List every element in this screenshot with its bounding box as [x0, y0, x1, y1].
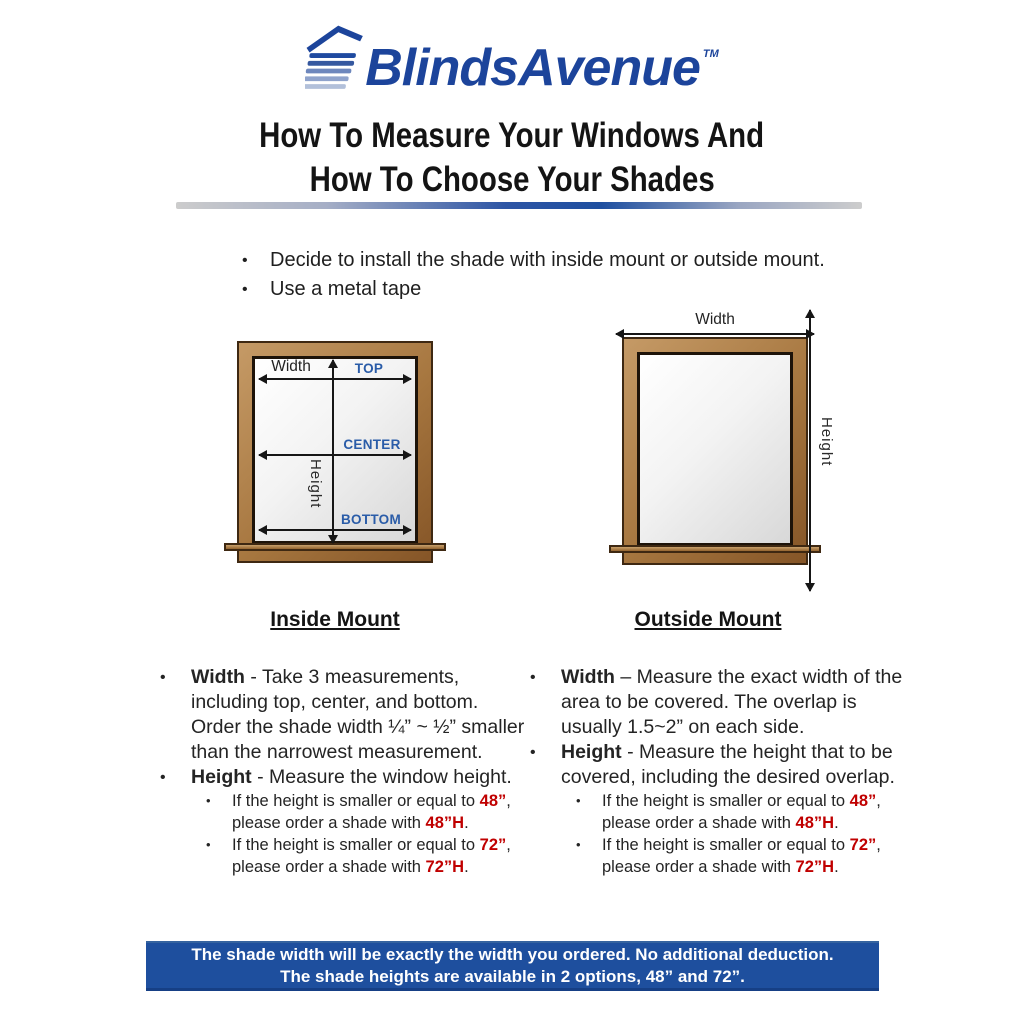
outside-mount-diagram: [622, 311, 835, 565]
page-title: [0, 114, 1024, 202]
intro-bullet-tape: • Use a metal tape: [242, 275, 825, 304]
height-rule-48: • If the height is smaller or equal to 48”, please order a shade with 48”H.: [525, 790, 913, 834]
shade-height-value: 72”H: [425, 858, 465, 876]
footer-line-1: The shade width will be exactly the width you ordered. No additional deduction.: [191, 945, 834, 964]
height-label: Height: [307, 459, 324, 509]
title-line-1: How To Measure Your Windows And: [259, 116, 765, 155]
height-value: 72”: [479, 836, 507, 854]
height-rule-72: • If the height is smaller or equal to 72”, please order a shade with 72”H.: [525, 834, 913, 878]
width-term: Width: [561, 666, 615, 688]
outside-mount-instructions: [525, 665, 913, 878]
shade-height-value: 48”H: [425, 814, 465, 832]
shade-height-value: 48”H: [795, 814, 835, 832]
bullet-marker: •: [576, 837, 581, 852]
top-label: TOP: [354, 361, 384, 376]
overall-height-arrow: [809, 310, 811, 591]
bullet-marker: •: [206, 793, 211, 808]
width-label: Width: [271, 358, 311, 375]
height-instruction: • Height - Measure the height that to be covered, including the desired overlap.: [525, 740, 913, 790]
height-instruction: • Height - Measure the window height.: [155, 765, 527, 790]
brand-logo: [0, 24, 1024, 97]
height-value: 48”: [849, 792, 877, 810]
intro-bullet-list: [242, 246, 825, 304]
footer-note-banner: [146, 941, 879, 991]
footer-line-2: The shade heights are available in 2 options, 48” and 72”.: [280, 966, 745, 986]
width-label: Width: [695, 311, 735, 328]
trademark-symbol: TM: [702, 47, 719, 60]
bullet-marker: •: [160, 769, 166, 786]
title-divider: [176, 202, 862, 209]
window-glass: [637, 352, 793, 546]
height-term: Height: [561, 741, 622, 763]
brand-name: BlindsAvenue ™: [365, 38, 719, 97]
width-term: Width: [191, 666, 245, 688]
window-sill: [224, 543, 446, 551]
bullet-marker: •: [530, 744, 536, 761]
height-value: 48”: [479, 792, 507, 810]
bullet-marker: •: [160, 669, 166, 686]
bullet-marker: •: [576, 793, 581, 808]
bullet-marker: •: [206, 837, 211, 852]
bottom-width-arrow: [259, 529, 411, 531]
height-term: Height: [191, 766, 252, 788]
center-width-arrow: [259, 454, 411, 456]
blinds-house-icon: [305, 24, 363, 90]
height-value: 72”: [849, 836, 877, 854]
inside-mount-diagram: [237, 341, 433, 563]
intro-bullet-mount: • Decide to install the shade with inside mount or outside mount.: [242, 246, 825, 275]
height-label: Height: [818, 417, 835, 467]
width-instruction: • Width - Take 3 measurements, including top, center, and bottom. Order the shade width ¼” ~ ½” smaller than the narrowest measurement.: [155, 665, 527, 765]
bottom-label: BOTTOM: [340, 512, 402, 527]
bullet-marker: •: [242, 252, 248, 269]
center-label: CENTER: [343, 437, 401, 452]
shade-height-value: 72”H: [795, 858, 835, 876]
title-line-2: How To Choose Your Shades: [309, 160, 715, 199]
width-instruction: • Width – Measure the exact width of the area to be covered. The overlap is usually 1.5~2” on each side.: [525, 665, 913, 740]
bullet-marker: •: [242, 281, 248, 298]
window-sill: [609, 545, 821, 553]
inside-mount-caption: Inside Mount: [270, 608, 400, 631]
outside-mount-caption: Outside Mount: [634, 608, 782, 631]
overall-width-arrow: [616, 333, 814, 335]
bullet-marker: •: [530, 669, 536, 686]
height-rule-72: • If the height is smaller or equal to 72”, please order a shade with 72”H.: [155, 834, 527, 878]
height-rule-48: • If the height is smaller or equal to 48”, please order a shade with 48”H.: [155, 790, 527, 834]
top-width-arrow: [259, 378, 411, 380]
inside-mount-instructions: [155, 665, 527, 878]
